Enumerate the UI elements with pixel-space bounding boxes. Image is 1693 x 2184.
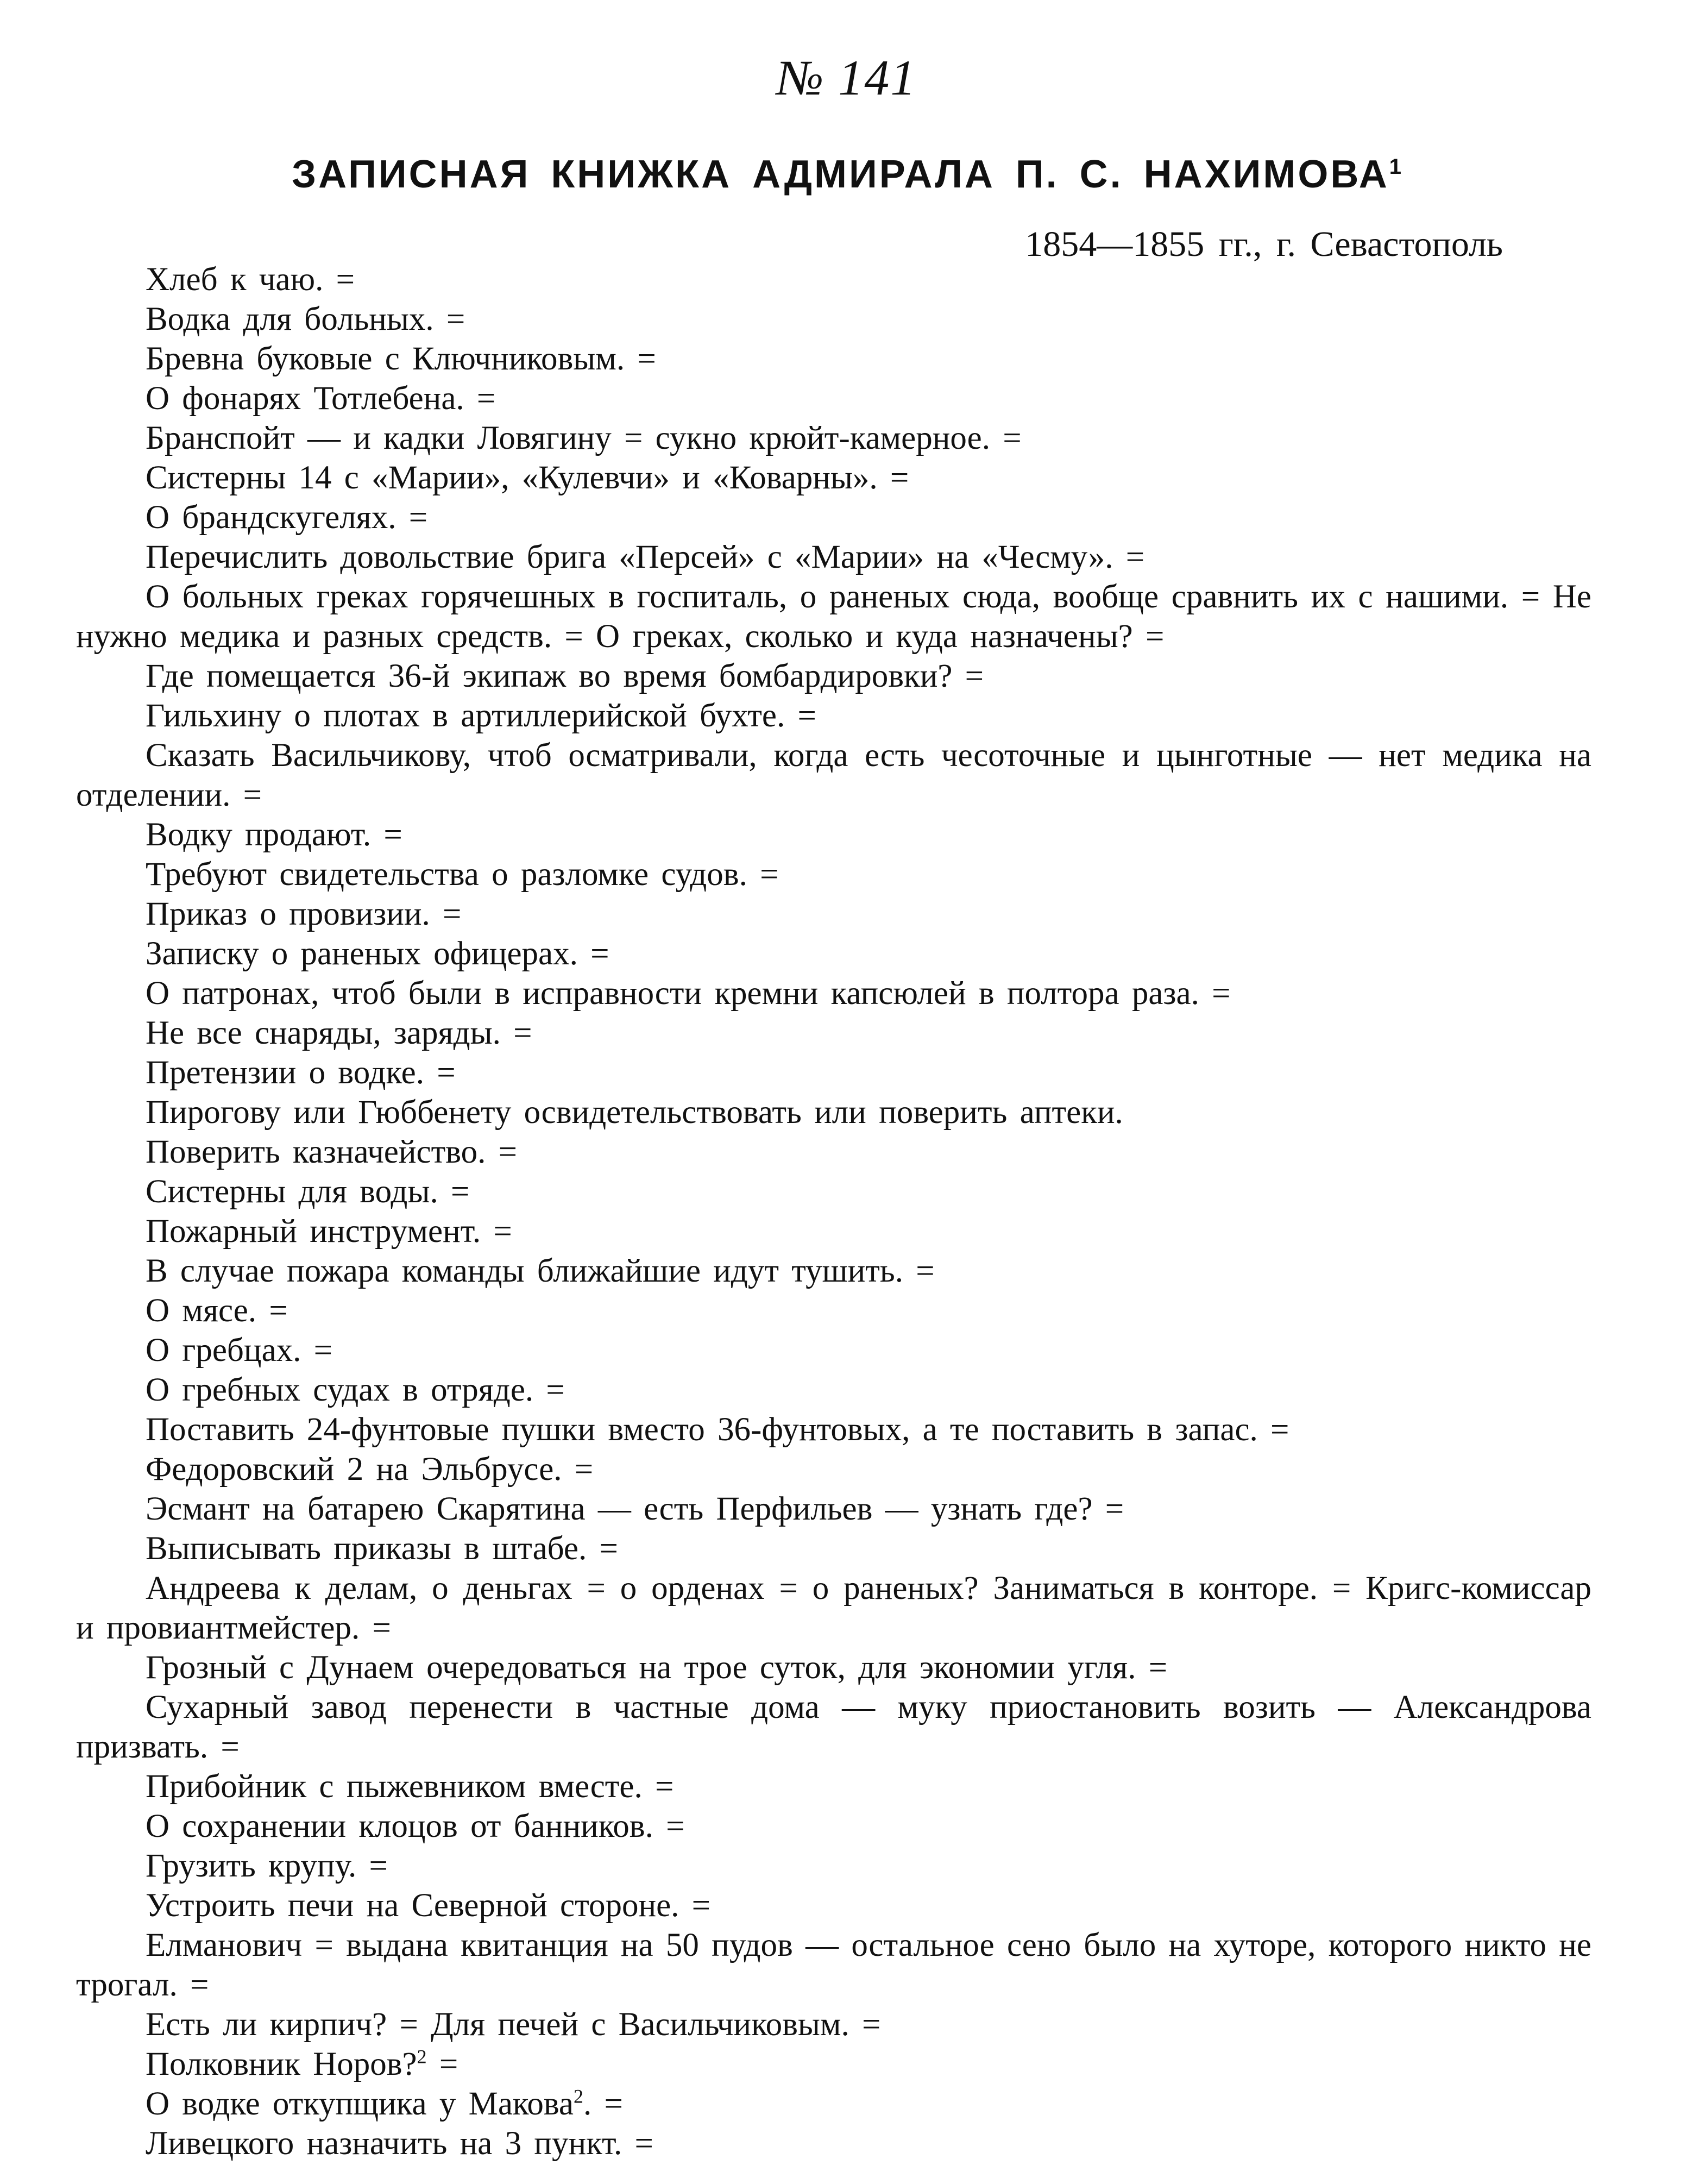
notebook-entry: В случае пожара команды ближайшие идут тушить. =: [146, 1253, 935, 1289]
notebook-entry: Сказать Васильчикову, чтоб осматривали, когда есть чесоточные и цынготные — нет медика на отделении. =: [76, 737, 1591, 813]
notebook-entry: Андреева к делам, о деньгах = о орденах = о раненых? Заниматься в конторе. = Кригс-комиссар и провиантмейстер. =: [76, 1570, 1591, 1646]
notebook-entry: Есть ли кирпич? = Для печей с Васильчиковым. =: [146, 2006, 881, 2043]
title-footnote-marker: 1: [1389, 155, 1402, 179]
entry-text-tail: =: [426, 2046, 458, 2082]
notebook-entry: [76, 2044, 1591, 2084]
document-title: [0, 142, 1693, 199]
notebook-entry: Бранспойт — и кадки Ловягину = сукно крюйт-камерное. =: [146, 420, 1022, 456]
notebook-entry: Пирогову или Гюббенету освидетельствовать или поверить аптеки.: [146, 1094, 1123, 1131]
notebook-entry: Устроить печи на Северной стороне. =: [146, 1887, 711, 1924]
notebook-entry: Где помещается 36-й экипаж во время бомбардировки? =: [146, 658, 984, 694]
notebook-entry: Водка для больных. =: [146, 301, 465, 337]
notebook-entry: О мясе. =: [146, 1292, 288, 1329]
notebook-entry: Грозный с Дунаем очередоваться на трое суток, для экономии угля. =: [146, 1649, 1168, 1686]
notebook-entry: О гребных судах в отряде. =: [146, 1372, 565, 1408]
notebook-entry: Федоровский 2 на Эльбрусе. =: [146, 1451, 594, 1488]
notebook-entry: О больных греках горячешных в госпиталь, о раненых сюда, вообще сравнить их с нашими. = Не нужно медика и разных средств. = О греках, сколько и куда назначены? =: [76, 579, 1591, 655]
notebook-entry: Гильхину о плотах в артиллерийской бухте. =: [146, 698, 816, 734]
notebook-entry: Поверить казначейство. =: [146, 1134, 518, 1170]
notebook-entry: Хлеб к чаю. =: [146, 261, 355, 298]
entry-text: О водке откупщика у Макова: [146, 2086, 574, 2122]
notebook-entry: Систерны 14 с «Марии», «Кулевчи» и «Коварны». =: [146, 460, 909, 496]
notebook-entry: Елманович = выдана квитанция на 50 пудов — остальное сено было на хуторе, которого никто не трогал. =: [76, 1927, 1591, 2003]
notebook-entry: О фонарях Тотлебена. =: [146, 380, 496, 417]
document-title-text: ЗАПИСНАЯ КНИЖКА АДМИРАЛА П. С. НАХИМОВА: [291, 153, 1389, 196]
notebook-entry: Не все снаряды, заряды. =: [146, 1015, 532, 1051]
notebook-entry: Ливецкого назначить на 3 пункт. =: [146, 2125, 653, 2162]
notebook-entry: Поставить 24-фунтовые пушки вместо 36-фунтовых, а те поставить в запас. =: [146, 1411, 1289, 1448]
notebook-entry: Сухарный завод перенести в частные дома — муку приостановить возить — Александрова призвать. =: [76, 1689, 1591, 1765]
notebook-entry: Прибойник с пыжевником вместе. =: [146, 1768, 674, 1805]
document-dateline: 1854—1855 гг., г. Севастополь: [1025, 224, 1503, 264]
footnote-marker: 2: [574, 2085, 584, 2107]
notebook-entry: Бревна буковые с Ключниковым. =: [146, 341, 656, 377]
notebook-entry: Систерны для воды. =: [146, 1173, 470, 1210]
footnote-marker: 2: [417, 2045, 427, 2068]
notebook-entry: Записку о раненых офицерах. =: [146, 936, 609, 972]
document-number: № 141: [776, 50, 917, 105]
notebook-entry: О брандскугелях. =: [146, 499, 428, 536]
notebook-entry: [76, 2084, 1591, 2124]
notebook-entry: О гребцах. =: [146, 1332, 333, 1369]
notebook-entry: Водку продают. =: [146, 817, 402, 853]
notebook-entry: Приказ о провизии. =: [146, 896, 462, 932]
entry-text: Полковник Норов?: [146, 2046, 417, 2082]
notebook-entry: Выписывать приказы в штабе. =: [146, 1530, 618, 1567]
notebook-entries: [76, 260, 1591, 2163]
notebook-entry: Грузить крупу. =: [146, 1848, 388, 1884]
notebook-entry: Претензии о водке. =: [146, 1055, 456, 1091]
notebook-entry: О патронах, чтоб были в исправности кремни капсюлей в полтора раза. =: [146, 975, 1231, 1012]
notebook-entry: Требуют свидетельства о разломке судов. =: [146, 856, 779, 893]
notebook-entry: Пожарный инструмент. =: [146, 1213, 512, 1250]
notebook-entry: О сохранении клоцов от банников. =: [146, 1808, 685, 1844]
notebook-entry: Перечислить довольствие брига «Персей» с «Марии» на «Чесму». =: [146, 539, 1145, 575]
notebook-entry: Эсмант на батарею Скарятина — есть Перфильев — узнать где? =: [146, 1491, 1124, 1527]
entry-text-tail: . =: [583, 2086, 623, 2122]
